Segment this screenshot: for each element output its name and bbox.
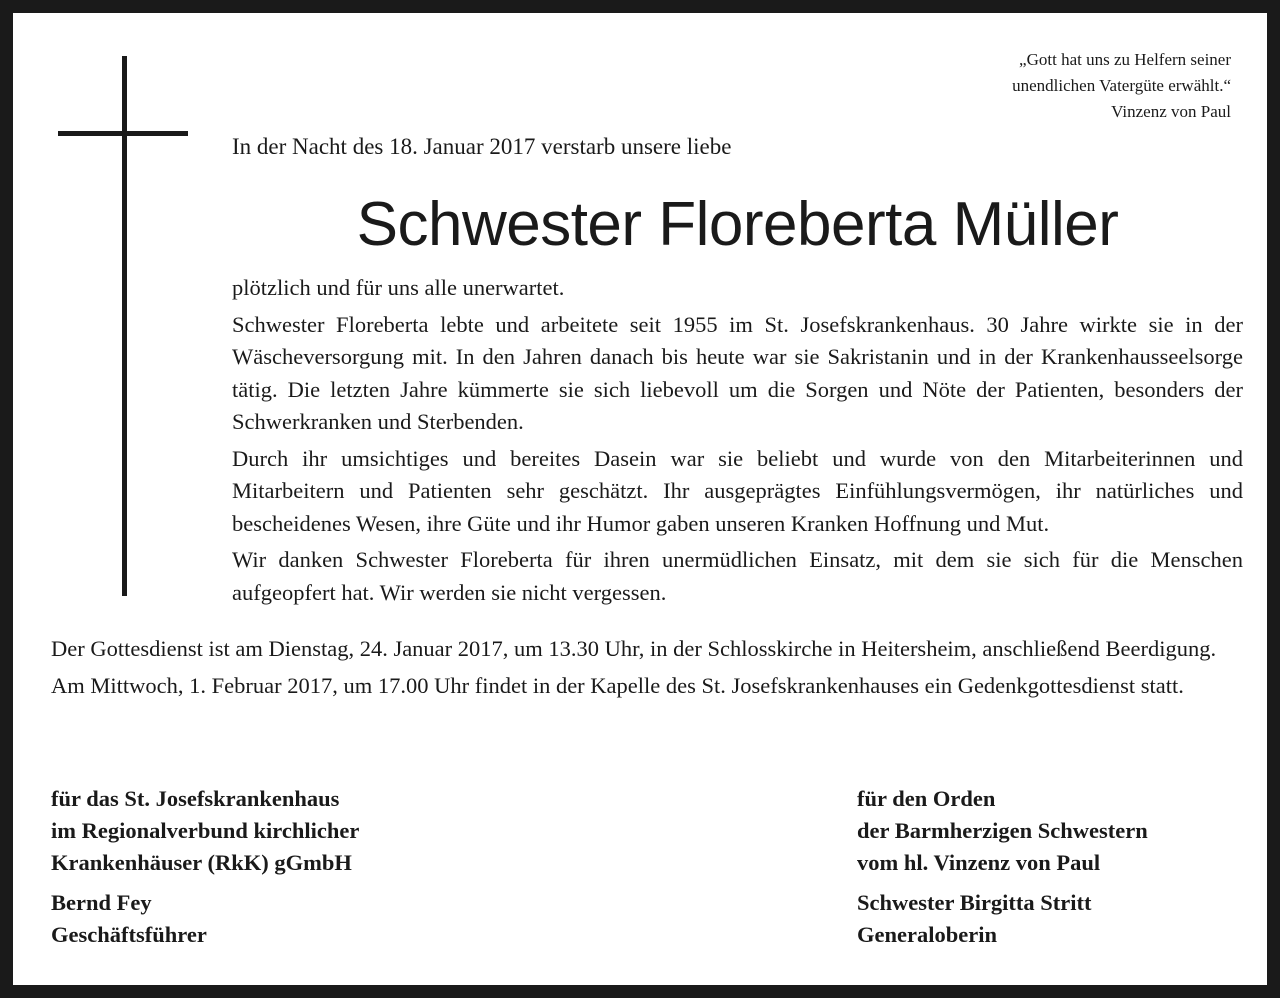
signature-org-line: für das St. Josefskrankenhaus <box>51 786 340 811</box>
quote-line: unendlichen Vatergüte erwählt.“ <box>1012 76 1231 95</box>
signature-order <box>857 783 1257 951</box>
obituary-paragraph: Wir danken Schwester Floreberta für ihren unermüdlichen Einsatz, mit dem sie sich für die Menschen aufgeopfert hat. Wir werden sie nicht vergessen. <box>232 547 1243 605</box>
cross-vertical-bar <box>122 56 127 596</box>
signature-org-line: im Regionalverbund kirchlicher <box>51 818 360 843</box>
quote-line: „Gott hat uns zu Helfern seiner <box>1019 50 1231 69</box>
signature-org-line: der Barmherzigen Schwestern <box>857 818 1148 843</box>
signature-org-line: vom hl. Vinzenz von Paul <box>857 850 1101 875</box>
obituary-paragraph: Durch ihr umsichtiges und bereites Dasein war sie beliebt und wurde von den Mitarbeiterinnen und Mitarbeitern und Patienten sehr geschätzt. Ihr ausgeprägtes Einfühlungsvermögen, ihr natürliches und bescheidenes Wesen, ihre Güte und ihr Humor gaben unseren Kranken Hoffnung und Mut. <box>232 445 1243 536</box>
signature-spacer <box>857 879 1257 887</box>
service-info <box>51 633 1243 706</box>
intro-text: In der Nacht des 18. Januar 2017 verstarb unsere liebe <box>232 134 732 159</box>
deceased-name: Schwester Floreberta Müller <box>356 190 1119 259</box>
memorial-service-text: Am Mittwoch, 1. Februar 2017, um 17.00 Uhr findet in der Kapelle des St. Josefskrankenhauses ein Gedenkgottesdienst statt. <box>51 672 1184 698</box>
signature-org-line: Krankenhäuser (RkK) gGmbH <box>51 850 352 875</box>
signature-role: Geschäftsführer <box>51 922 207 947</box>
signature-hospital <box>51 783 611 951</box>
signature-role: Generaloberin <box>857 922 997 947</box>
obituary-body <box>232 272 1243 613</box>
bible-quote <box>911 47 1231 125</box>
signature-org-line: für den Orden <box>857 786 996 811</box>
signature-person: Bernd Fey <box>51 890 152 915</box>
funeral-service-text: Der Gottesdienst ist am Dienstag, 24. Januar 2017, um 13.30 Uhr, in der Schlosskirche in Heitersheim, anschließend Beerdigung. <box>51 636 1217 661</box>
quote-author: Vinzenz von Paul <box>1111 102 1231 121</box>
obituary-paragraph: plötzlich und für uns alle unerwartet. <box>232 275 565 300</box>
signature-person: Schwester Birgitta Stritt <box>857 890 1092 915</box>
obituary-paragraph: Schwester Floreberta lebte und arbeitete seit 1955 im St. Josefskrankenhaus. 30 Jahre wirkte sie in der Wäscheversorgung mit. In den Jahren danach bis heute war sie Sakristanin und in der Krankenhausseelsorge tätig. Die letzten Jahre kümmerte sie sich liebevoll um die Sorgen und Nöte der Patienten, besonders der Schwerkranken und Sterbenden. <box>232 311 1243 434</box>
signature-spacer <box>51 879 611 887</box>
cross-horizontal-bar <box>58 131 188 136</box>
